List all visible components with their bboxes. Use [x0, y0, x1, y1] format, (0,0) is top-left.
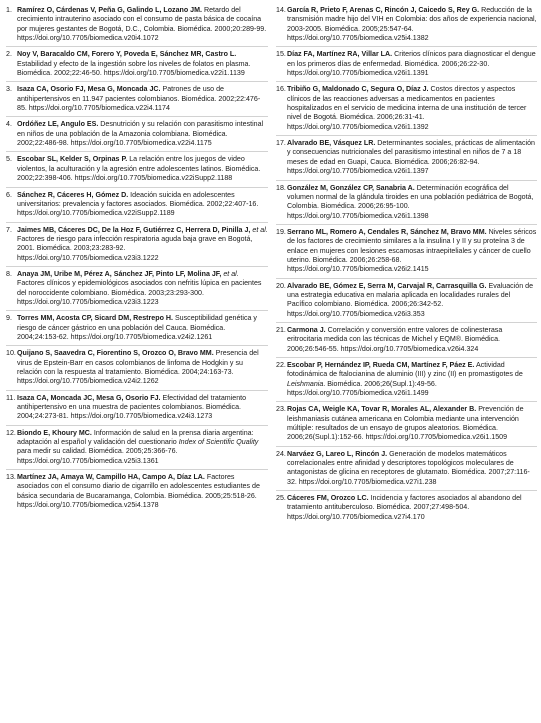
reference-details: Actividad fotodinámica de ftalocianina de aluminio (III) y zinc (II) en promastigotes de: [287, 361, 523, 379]
reference-authors: Anaya JM, Uribe M, Pérez A, Sánchez JF, Pinto LF, Molina JF,: [17, 269, 222, 278]
reference-details: Correlación y conversión entre valores de colinesterasa eritrocitaria medida con las técnicas de Michel y EQM®. Biomédica. 2006;26:546-55. https://doi.org/10.7705/biomedica.v26i4.324: [287, 325, 503, 353]
reference-divider: [276, 446, 537, 447]
reference-text: [17, 314, 268, 342]
reference-authors: Alvarado BE, Vásquez LR.: [287, 139, 376, 148]
reference-divider: [276, 401, 537, 402]
reference-details: Criterios clínicos para diagnosticar el dengue en los primeros días de enfermedad. Biomédica. 2006;26:22-30. https://doi.org/10.7705/biomedica.v26i1.1391: [287, 50, 536, 78]
reference-number: 24.: [276, 449, 286, 458]
reference-authors: Sánchez R, Cáceres H, Gómez D.: [17, 190, 129, 199]
reference-item: [276, 228, 537, 275]
reference-authors: Torres MM, Acosta CP, Sicard DM, Restrepo H.: [17, 314, 173, 323]
reference-text: [287, 228, 537, 275]
reference-text: [17, 226, 268, 263]
reference-details: Costos directos y aspectos clínicos de las reacciones adversas a medicamentos en pacientes hospitalizados en el servicio de medicina interna de una institución de tercer nivel de Bogotá. Biomédica. 2006;26:31-41. https://doi.org/10.7705/biomedica.v26i1.1392: [287, 85, 527, 131]
reference-divider: [6, 310, 268, 311]
reference-authors: Jaimes MB, Cáceres DC, De la Hoz F, Gutiérrez C, Herrera D, Pinilla J,: [17, 225, 251, 234]
reference-item: [6, 6, 268, 43]
reference-item: [276, 361, 537, 398]
reference-divider: [6, 46, 268, 47]
reference-details: Patrones de uso de antihipertensivos en 11.947 pacientes colombianos. Biomédica. 2002;22:476-85. https://doi.org/10.7705/biomedica.v22i4.1174: [17, 85, 261, 113]
reference-item: [276, 282, 537, 319]
reference-number: 23.: [276, 405, 286, 414]
reference-divider: [6, 345, 268, 346]
reference-text: [17, 6, 268, 43]
reference-column-left: [6, 6, 268, 510]
reference-item: [6, 314, 268, 342]
reference-item: [6, 85, 268, 113]
reference-details: Evaluación de una estrategia educativa en malaria aplicada en localidades rurales del Pacífico colombiano. Biomédica. 2006;26:342-52. https://doi.org/10.7705/biomedica.v26i3.353: [287, 281, 534, 318]
reference-text: [17, 120, 268, 148]
reference-text: [287, 50, 537, 78]
reference-authors: Quijano S, Saavedra C, Fiorentino S, Orozco O, Bravo MM.: [17, 349, 214, 358]
reference-number: 2.: [6, 50, 12, 59]
reference-item: [6, 349, 268, 386]
reference-text: [287, 361, 537, 398]
reference-divider: [276, 278, 537, 279]
reference-italic: Leishmania: [287, 379, 324, 388]
reference-details-cont: para medir su calidad. Biomédica. 2005;25:366-76. https://doi.org/10.7705/biomedica.v25i3.1361: [17, 447, 178, 465]
reference-text: [287, 6, 537, 43]
reference-authors: Ramírez O, Cárdenas V, Peña G, Galindo L, Lozano JM.: [17, 6, 203, 14]
reference-divider: [276, 357, 537, 358]
reference-divider: [276, 81, 537, 82]
reference-authors: Martínez JA, Amaya W, Campillo HA, Campo A, Díaz LA.: [17, 473, 205, 482]
reference-number: 21.: [276, 325, 286, 334]
reference-text: [17, 394, 268, 422]
reference-number: 15.: [276, 50, 286, 59]
reference-text: [17, 473, 268, 510]
reference-number: 19.: [276, 227, 286, 236]
reference-details: Estabilidad y efecto de la ingestión sobre los niveles de folatos en plasma. Biomédica. 2002;22:46-50. https://doi.org/10.7705/biomedica.v22i1.1139: [17, 59, 251, 78]
reference-divider: [6, 266, 268, 267]
reference-item: [6, 50, 268, 78]
reference-text: [17, 349, 268, 386]
reference-details: Factores asociados con el consumo diario de cigarrillo en adolescentes estudiantes de básica secundaria de Bucaramanga, Colombia. Biomédica. 2005;25:518-26. https://doi.org/10.7705/biomedica.v25i4.1378: [17, 473, 260, 510]
reference-number: 16.: [276, 85, 286, 94]
reference-divider: [6, 469, 268, 470]
reference-text: [287, 494, 537, 522]
reference-text: [17, 50, 268, 78]
reference-details: La relación entre los juegos de video violentos, la aculturación y la agresión entre adolescentes latinos. Biomédica. 2002;22:398-406. https://doi.org/10.7705/biomedica.v22iSupp2.1188: [17, 155, 261, 183]
reference-authors: Alvarado BE, Gómez E, Serra M, Carvajal R, Carrasquilla G.: [287, 281, 487, 290]
reference-italic: Index of Scientific Quality: [178, 438, 259, 447]
reference-authors: Escobar P, Hernández IP, Rueda CM, Martínez F, Páez E.: [287, 361, 475, 369]
reference-item: [6, 226, 268, 263]
reference-number: 17.: [276, 139, 286, 148]
reference-details: Desnutrición y su relación con parasitismo intestinal en niños de una población de la Amazonia colombiana. Biomédica. 2002;22:486-98. https://doi.org/10.7705/biomedica.v22i4.1175: [17, 120, 264, 148]
reference-details-cont: Factores clínicos y epidemiológicos asociados con nefritis lúpica en pacientes del noroccidente colombiano. Biomédica. 2003;23:293-300. https://doi.org/10.7705/biomedica.v23i3.1223: [17, 279, 262, 306]
reference-divider: [276, 46, 537, 47]
reference-details: Información de salud en la prensa diaria argentina: adaptación al español y validación del cuestionario: [17, 428, 254, 447]
reference-authors: Narváez G, Lareo L, Rincón J.: [287, 449, 388, 458]
reference-item: [6, 270, 268, 307]
reference-number: 6.: [6, 190, 12, 199]
reference-number: 18.: [276, 183, 286, 192]
reference-item: [6, 155, 268, 183]
reference-item: [6, 473, 268, 510]
reference-number: 22.: [276, 361, 286, 369]
reference-authors: Díaz FA, Martínez RA, Villar LA.: [287, 50, 393, 59]
reference-item: [276, 139, 537, 176]
reference-number: 14.: [276, 6, 286, 14]
reference-text: [287, 184, 537, 221]
reference-divider: [6, 81, 268, 82]
reference-number: 25.: [276, 494, 286, 503]
reference-item: [6, 120, 268, 148]
reference-number: 12.: [6, 428, 16, 437]
reference-number: 9.: [6, 314, 12, 323]
reference-text: [17, 191, 268, 219]
reference-details: Determinación ecográfica del volumen normal de la glándula tiroides en una población pediátrica de Bogotá, Colombia. Biomédica. 2006;26:95-100. https://doi.org/10.7705/biomedica.v26i1.1398: [287, 183, 534, 220]
reference-number: 20.: [276, 281, 286, 290]
reference-divider: [276, 135, 537, 136]
reference-authors: Isaza CA, Moncada JC, Mesa G, Osorio FJ.: [17, 393, 161, 402]
reference-number: 5.: [6, 155, 12, 164]
reference-number: 8.: [6, 269, 12, 278]
reference-number: 10.: [6, 349, 16, 358]
reference-divider: [6, 425, 268, 426]
reference-number: 11.: [6, 393, 16, 402]
reference-details: Generación de modelos matemáticos correlacionales entre afinidad y descriptores topológicos moleculares de antagonistas de glicina en receptores de glutamato. Biomédica. 2007;27:116-32. https://doi.org/10.7705/biomedica.v27i1.238: [287, 449, 530, 486]
reference-divider: [276, 322, 537, 323]
reference-authors: Noy V, Baracaldo CM, Forero Y, Poveda E, Sánchez MR, Castro L.: [17, 50, 237, 59]
reference-details: Presencia del virus de Epstein-Barr en casos colombianos de linfoma de Hodgkin y su relación con la respuesta al tratamiento. Biomédica. 2004;24:163-73. https://doi.org/10.7705/biomedica.v24i2.1262: [17, 349, 259, 386]
reference-text: [287, 139, 537, 176]
reference-details: Prevención de leishmaniasis cutánea americana en Colombia mediante una intervención múltiple: resultados de un ensayo de grupos aleatorios. Biomédica. 2006;26(Supl.1):152-66. https://doi.org/10.7705/biomedica.v26i1.1509: [287, 405, 524, 442]
reference-authors: Rojas CA, Weigle KA, Tovar R, Morales AL, Alexander B.: [287, 405, 477, 414]
reference-authors: Cáceres FM, Orozco LC.: [287, 494, 369, 503]
reference-number: 4.: [6, 120, 12, 129]
reference-italic: et al.: [223, 269, 239, 278]
reference-details: Efectividad del tratamiento antihipertensivo en una muestra de pacientes colombianos. Biomédica. 2004;24:273-81. https://doi.org/10.7705/biomedica.v24i3.1273: [17, 393, 247, 421]
reference-authors: Escobar SL, Kelder S, Orpinas P.: [17, 155, 128, 164]
reference-text: [17, 270, 268, 307]
reference-details: Incidencia y factores asociados al abandono del tratamiento antituberculoso. Biomédica. 2007;27:498-504. https://doi.org/10.7705/biomedica.v27i4.170: [287, 494, 522, 521]
reference-authors: García R, Prieto F, Arenas C, Rincón J, Caicedo S, Rey G.: [287, 6, 480, 14]
reference-item: [276, 450, 537, 487]
reference-text: [17, 155, 268, 183]
reference-item: [276, 405, 537, 442]
reference-item: [276, 85, 537, 132]
reference-text: [287, 450, 537, 487]
reference-details: Susceptibilidad genética y riesgo de cáncer gástrico en una población del Cauca. Biomédica. 2004;24:153-62. https://doi.org/10.7705/biomedica.v24i2.1261: [17, 314, 257, 341]
reference-text: [287, 282, 537, 319]
reference-details-cont: Factores de riesgo para infección respiratoria aguda baja grave en Bogotá, 2001. Biomédica. 2003;23:283-92. https://doi.org/10.7705/biomedica.v23i3.1222: [17, 234, 253, 262]
reference-divider: [276, 180, 537, 181]
reference-details: Niveles séricos de los factores de crecimiento similares a la insulina I y II y su proteína 3 de enlace en mujeres con lesiones escamosas intraepiteliales y cáncer de cuello uterino. Biomédica. 2006;26:258-68. https://doi.org/10.7705/biomedica.v26i2.1415: [287, 227, 537, 274]
reference-column-right: [276, 6, 537, 522]
reference-details: Determinantes sociales, prácticas de alimentación y consecuencias nutricionales del parasitismo intestinal en niños de 7 a 18 meses de edad en Guapi, Cauca. Biomédica. 2006;26:82-94. https://doi.org/10.7705/biomedica.v26i1.1397: [287, 139, 535, 176]
reference-number: 1.: [6, 6, 12, 14]
reference-text: [17, 429, 268, 466]
reference-item: [276, 494, 537, 522]
reference-divider: [6, 151, 268, 152]
reference-details: Ideación suicida en adolescentes universitarios: prevalencia y factores asociados. Biomédica. 2002;22:407-16. https://doi.org/10.7705/biomedica.v22iSupp2.1189: [17, 190, 259, 218]
reference-authors: Ordóñez LE, Angulo ES.: [17, 120, 99, 129]
reference-text: [17, 85, 268, 113]
reference-authors: Isaza CA, Osorio FJ, Mesa G, Moncada JC.: [17, 85, 161, 94]
reference-authors: Carmona J.: [287, 325, 326, 334]
reference-divider: [6, 116, 268, 117]
reference-authors: González M, González CP, Sanabria A.: [287, 183, 415, 192]
reference-authors: Serrano ML, Romero A, Cendales R, Sánchez M, Bravo MM.: [287, 227, 487, 236]
reference-divider: [6, 390, 268, 391]
reference-italic: et al.: [252, 225, 268, 234]
reference-item: [276, 6, 537, 43]
reference-text: [287, 405, 537, 442]
reference-divider: [276, 224, 537, 225]
reference-item: [276, 184, 537, 221]
reference-number: 13.: [6, 473, 16, 482]
reference-authors: Biondo E, Khoury MC.: [17, 428, 92, 437]
reference-divider: [6, 187, 268, 188]
reference-item: [6, 191, 268, 219]
reference-details-cont: . Biomédica. 2006;26(Supl.1):49-56. https://doi.org/10.7705/biomedica.v26i1.1499: [287, 379, 437, 398]
reference-divider: [6, 222, 268, 223]
reference-text: [287, 326, 537, 354]
reference-authors: Tribiño G, Maldonado C, Segura O, Díaz J.: [287, 85, 429, 94]
reference-item: [6, 394, 268, 422]
reference-item: [276, 326, 537, 354]
reference-details: Reducción de la transmisión madre hijo del VIH en Colombia: dos años de experiencia nacional, 2003-2005. Biomédica. 2005;25:547-64. https://doi.org/10.7705/biomedica.v25i4.1382: [287, 6, 537, 43]
reference-details: Retardo del crecimiento intrauterino asociado con el consumo de pasta básica de cocaína por mujeres gestantes de Bogotá, D.C., Colombia. Biomédica. 2000;20:289-99. https://doi.org/10.7705/biomedica.v20i4.1072: [17, 6, 267, 43]
reference-item: [276, 50, 537, 78]
reference-item: [6, 429, 268, 466]
reference-number: 3.: [6, 85, 12, 94]
reference-divider: [276, 490, 537, 491]
reference-number: 7.: [6, 225, 12, 234]
reference-text: [287, 85, 537, 132]
